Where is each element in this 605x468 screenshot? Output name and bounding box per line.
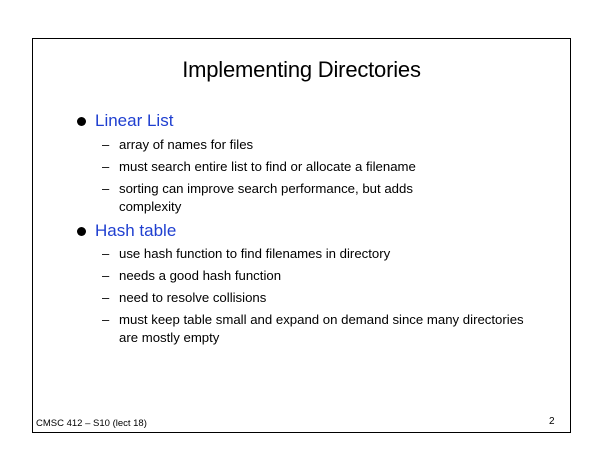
bullet-dot-icon [77, 117, 86, 126]
footer-course-label: CMSC 412 – S10 (lect 18) [36, 418, 147, 429]
list-item-text: array of names for files [119, 137, 254, 152]
dash-icon: – [102, 312, 110, 327]
bullet-label-linear-list: Linear List [95, 111, 174, 130]
dash-icon: – [102, 181, 110, 196]
dash-icon: – [102, 290, 110, 305]
list-item-text: need to resolve collisions [119, 290, 267, 305]
list-item-text: use hash function to find filenames in directory [119, 246, 391, 261]
dash-icon: – [102, 159, 110, 174]
dash-icon: – [102, 137, 110, 152]
bullet-dot-icon [77, 227, 86, 236]
list-item-text: needs a good hash function [119, 268, 282, 283]
dash-icon: – [102, 268, 110, 283]
page-number: 2 [549, 416, 555, 427]
slide-title: Implementing Directories [182, 57, 421, 82]
list-item-text: must keep table small and expand on demand since many directories are mostly empty [119, 312, 524, 345]
list-item-text: sorting can improve search performance, but adds complexity [119, 181, 413, 214]
dash-icon: – [102, 246, 110, 261]
list-item-text: must search entire list to find or allocate a filename [119, 159, 416, 174]
bullet-label-hash-table: Hash table [95, 221, 177, 240]
